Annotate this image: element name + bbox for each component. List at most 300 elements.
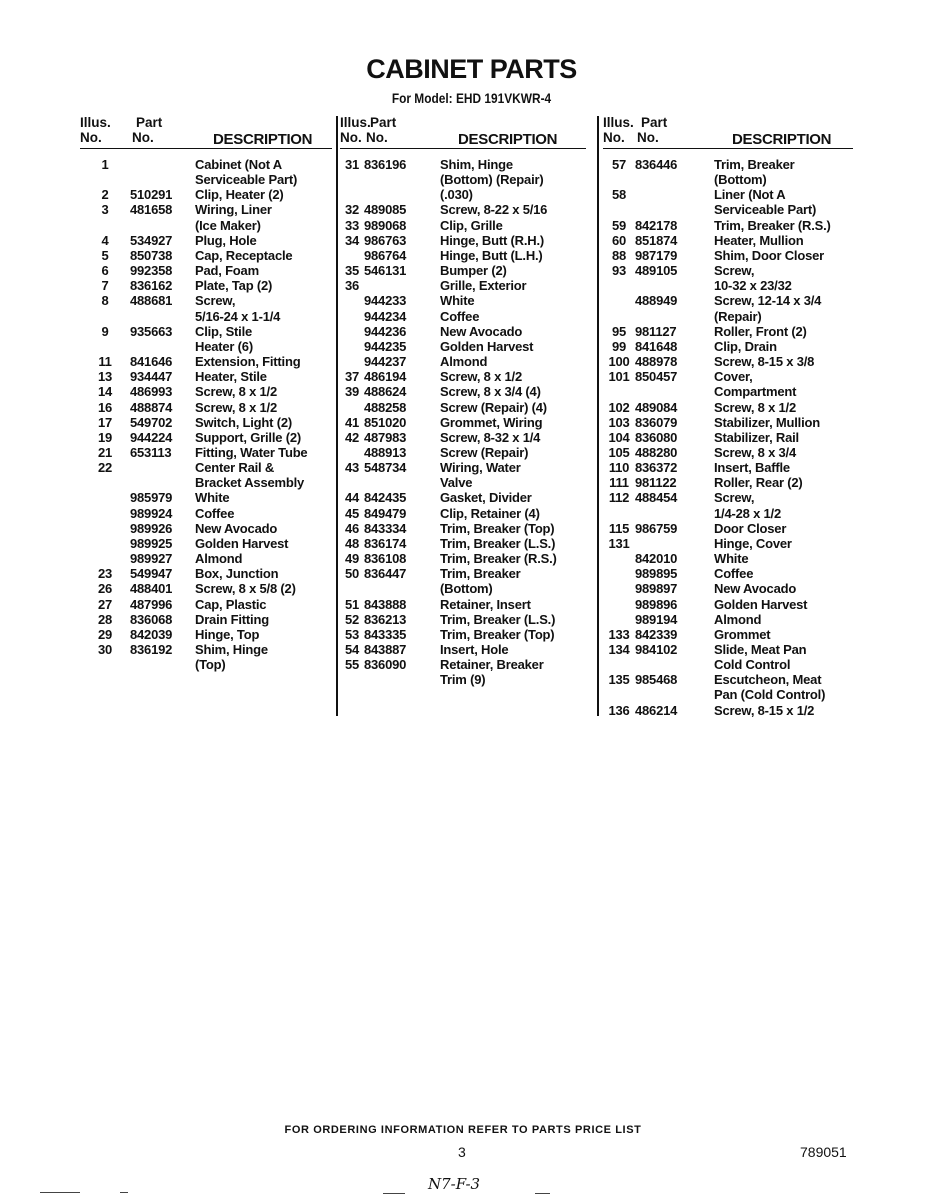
- part-number: 836090: [364, 657, 407, 673]
- table-row: [80, 354, 332, 369]
- illus-number: 105: [608, 444, 630, 460]
- part-number: 944235: [364, 338, 407, 354]
- part-number: 944224: [130, 429, 173, 445]
- part-number: [635, 187, 714, 217]
- description-line: Screw (Repair): [440, 444, 529, 460]
- table-row: [340, 490, 586, 505]
- description-line: (Bottom): [714, 172, 767, 188]
- description-line: Center Rail &: [195, 460, 275, 476]
- description-line: Switch, Light (2): [195, 414, 292, 430]
- table-row: [80, 400, 332, 415]
- illus-number: 22: [97, 460, 113, 476]
- column-header: [603, 112, 853, 149]
- part-description: [714, 400, 796, 415]
- table-row: [80, 248, 332, 263]
- part-description: [440, 218, 503, 233]
- part-description: [195, 187, 284, 202]
- part-description: [440, 657, 544, 687]
- part-number: 836068: [130, 611, 173, 627]
- part-description: [714, 597, 807, 612]
- table-row: [80, 157, 332, 187]
- table-row: [603, 233, 853, 248]
- part-description: [440, 627, 554, 642]
- table-row: [603, 597, 853, 612]
- description-line: Screw, 8-15 x 1/2: [714, 702, 815, 718]
- table-row: [603, 536, 853, 551]
- description-line: Hinge, Top: [195, 626, 260, 642]
- part-description: [195, 324, 253, 354]
- part-description: [195, 202, 272, 232]
- table-row: [603, 218, 853, 233]
- part-number: 986764: [364, 247, 407, 263]
- description-line: Screw, 8 x 1/2: [440, 369, 522, 385]
- description-line: Trim, Breaker: [440, 566, 521, 582]
- part-number: 548734: [364, 460, 407, 476]
- ordering-note: FOR ORDERING INFORMATION REFER TO PARTS PRICE LIST: [284, 1124, 642, 1136]
- part-header: Part: [641, 115, 668, 130]
- description-line: Extension, Fitting: [195, 354, 301, 370]
- part-description: [440, 566, 521, 596]
- description-line: Screw, 8 x 5/8 (2): [195, 581, 296, 597]
- description-line: (Ice Maker): [195, 217, 261, 233]
- table-row: [340, 506, 586, 521]
- description-line: Almond: [195, 551, 243, 567]
- part-description: [440, 202, 547, 217]
- part-number: 981127: [635, 323, 677, 339]
- part-number: 841646: [130, 354, 173, 370]
- table-row: [80, 430, 332, 445]
- part-description: [440, 278, 526, 293]
- table-row: [80, 597, 332, 612]
- illus-number: 50: [344, 566, 360, 582]
- description-line: White: [714, 551, 749, 567]
- table-row: [603, 248, 853, 263]
- part-number: 836192: [130, 642, 173, 657]
- description-line: Screw, 8 x 3/4 (4): [440, 384, 541, 400]
- part-header: Part: [370, 115, 397, 130]
- part-description: [195, 566, 278, 581]
- illus-number: [340, 339, 364, 354]
- column-header: [340, 112, 586, 149]
- part-number: 851020: [364, 414, 407, 430]
- description-line: Wiring, Water: [440, 460, 521, 476]
- part-number: 488454: [635, 490, 678, 506]
- part-number: 992358: [130, 263, 173, 279]
- illus-number: 101: [608, 369, 630, 385]
- table-row: [80, 521, 332, 536]
- table-row: [80, 187, 332, 202]
- table-row: [340, 400, 586, 415]
- description-line: Heater (6): [195, 338, 253, 354]
- part-number: 836079: [635, 414, 678, 430]
- part-number: 836213: [364, 611, 407, 627]
- parts-column-2: [340, 112, 586, 687]
- description-line: Grommet, Wiring: [440, 414, 543, 430]
- table-row: [80, 202, 332, 232]
- illus-number: [603, 551, 635, 566]
- illus-number: 134: [608, 642, 630, 657]
- table-row: [340, 324, 586, 339]
- table-row: [603, 627, 853, 642]
- part-description: [440, 612, 555, 627]
- description-line: Coffee: [195, 505, 235, 521]
- description-line: Screw, 8-32 x 1/4: [440, 429, 541, 445]
- part-number: 989897: [635, 581, 678, 597]
- part-description: [195, 430, 301, 445]
- part-description: [195, 506, 234, 521]
- part-description: [195, 581, 296, 596]
- description-line: 1/4-28 x 1/2: [714, 505, 781, 521]
- part-number: 488401: [130, 581, 173, 597]
- illus-number: 48: [344, 535, 360, 551]
- part-number: 486993: [130, 384, 173, 400]
- part-number: 486194: [364, 369, 407, 385]
- part-description: [195, 400, 277, 415]
- part-number: 851874: [635, 232, 678, 248]
- table-row: [80, 506, 332, 521]
- table-row: [340, 354, 586, 369]
- part-description: [440, 430, 540, 445]
- part-description: [714, 339, 777, 354]
- column-divider: [597, 116, 599, 716]
- table-row: [340, 566, 586, 596]
- illus-number: [603, 293, 635, 323]
- part-number: 489085: [364, 202, 407, 218]
- part-number: 481658: [130, 202, 173, 218]
- table-row: [80, 551, 332, 566]
- table-row: [340, 369, 586, 384]
- description-line: Roller, Front (2): [714, 323, 807, 339]
- illus-number: 58: [611, 187, 627, 203]
- description-line: Trim, Breaker (L.S.): [440, 535, 556, 551]
- illus-number: 35: [344, 263, 360, 279]
- illus-number: 44: [344, 490, 360, 506]
- part-number: 842435: [364, 490, 407, 506]
- part-number: 488949: [635, 293, 678, 309]
- illus-number: 6: [101, 263, 109, 279]
- description-line: Cabinet (Not A: [195, 157, 282, 172]
- part-description: [195, 536, 288, 551]
- description-line: New Avocado: [714, 581, 797, 597]
- illus-number: 93: [611, 263, 627, 279]
- table-row: [340, 233, 586, 248]
- description-line: Hinge, Butt (R.H.): [440, 232, 544, 248]
- illus-number: 21: [97, 444, 113, 460]
- description-line: Serviceable Part): [195, 172, 298, 188]
- description-line: Coffee: [714, 566, 754, 582]
- description-line: Screw,: [195, 293, 236, 309]
- part-description: [195, 415, 292, 430]
- description-line: Trim, Breaker: [714, 157, 795, 172]
- table-row: [340, 521, 586, 536]
- illus-number: 27: [97, 596, 113, 612]
- table-row: [340, 293, 586, 308]
- illus-number: 51: [344, 596, 360, 612]
- part-description: [714, 490, 781, 520]
- part-description: [440, 445, 528, 460]
- description-line: Clip, Heater (2): [195, 187, 284, 203]
- table-row: [340, 202, 586, 217]
- illus-number: [80, 490, 130, 505]
- part-description: [440, 324, 522, 339]
- description-line: Liner (Not A: [714, 187, 786, 203]
- part-number: 843334: [364, 520, 407, 536]
- table-row: [340, 339, 586, 354]
- table-row: [80, 293, 332, 323]
- description-line: Hinge, Cover: [714, 535, 792, 551]
- illus-number: 95: [611, 323, 627, 339]
- illus-number: 88: [611, 247, 627, 263]
- description-line: (Top): [195, 657, 226, 673]
- illus-number: 135: [608, 672, 630, 688]
- illus-number: [340, 445, 364, 460]
- part-number: 488258: [364, 399, 407, 415]
- description-line: Trim, Breaker (Top): [440, 520, 555, 536]
- part-description: [714, 627, 770, 642]
- description-line: Serviceable Part): [714, 202, 817, 218]
- scan-mark: [535, 1193, 550, 1194]
- part-number: 989896: [635, 596, 678, 612]
- table-row: [340, 536, 586, 551]
- part-description: [440, 415, 542, 430]
- illus-number: 52: [344, 611, 360, 627]
- illus-number: 112: [608, 490, 630, 506]
- table-row: [603, 703, 853, 718]
- part-description: [195, 369, 267, 384]
- illus-number: [80, 521, 130, 536]
- part-number: 836447: [364, 566, 407, 582]
- description-line: New Avocado: [195, 520, 278, 536]
- table-row: [80, 445, 332, 460]
- illus-number: 28: [97, 611, 113, 627]
- part-number: 944236: [364, 323, 407, 339]
- description-line: Screw, 12-14 x 3/4: [714, 293, 822, 309]
- part-number: [130, 157, 195, 187]
- part-description: [714, 233, 803, 248]
- part-number: 989926: [130, 520, 173, 536]
- part-number: 487996: [130, 596, 173, 612]
- part-number: 836372: [635, 460, 678, 476]
- description-line: Shim, Hinge: [195, 642, 268, 657]
- illus-number: 46: [344, 520, 360, 536]
- part-description: [714, 536, 792, 551]
- illus-number: 7: [101, 278, 109, 294]
- part-number: 842178: [635, 217, 678, 233]
- part-number: 850457: [635, 369, 678, 385]
- table-row: [340, 597, 586, 612]
- part-number: 488681: [130, 293, 173, 309]
- illus-number: 42: [344, 429, 360, 445]
- description-line: Screw, 8-15 x 3/8: [714, 354, 815, 370]
- part-number: 987179: [635, 247, 678, 263]
- parts-list: [80, 157, 332, 672]
- part-number: 989927: [130, 551, 173, 567]
- table-row: [603, 187, 853, 217]
- table-row: [80, 566, 332, 581]
- description-line: Retainer, Breaker: [440, 657, 544, 673]
- part-number: 989925: [130, 535, 173, 551]
- illus-number: [340, 309, 364, 324]
- part-number: 944237: [364, 354, 407, 370]
- illus-header: Illus.: [340, 115, 371, 130]
- table-row: [80, 384, 332, 399]
- part-description: [714, 475, 803, 490]
- description-line: Screw,: [714, 490, 755, 506]
- description-line: Trim, Breaker (R.S.): [440, 551, 557, 567]
- description-line: Golden Harvest: [714, 596, 808, 612]
- table-row: [340, 309, 586, 324]
- illus-number: 11: [98, 354, 112, 370]
- description-line: Screw, 8 x 3/4: [714, 444, 796, 460]
- part-description: [195, 612, 269, 627]
- table-row: [80, 536, 332, 551]
- description-line: Insert, Hole: [440, 642, 509, 657]
- part-number: 842010: [635, 551, 678, 567]
- illus-number: [80, 506, 130, 521]
- document-number: 789051: [800, 1144, 847, 1160]
- table-row: [80, 490, 332, 505]
- part-header: No.: [132, 130, 154, 145]
- description-line: Screw, 8-22 x 5/16: [440, 202, 548, 218]
- table-row: [603, 339, 853, 354]
- illus-number: 45: [344, 505, 360, 521]
- description-line: Plug, Hole: [195, 232, 257, 248]
- illus-number: 103: [608, 414, 630, 430]
- part-description: [714, 157, 795, 187]
- page-number: 3: [458, 1144, 466, 1160]
- description-line: Hinge, Butt (L.H.): [440, 247, 543, 263]
- part-number: 985979: [130, 490, 173, 506]
- table-row: [603, 612, 853, 627]
- part-number: 488280: [635, 444, 678, 460]
- description-line: Screw,: [714, 263, 755, 279]
- part-number: 836162: [130, 278, 173, 294]
- part-number: 836108: [364, 551, 407, 567]
- illus-number: 9: [101, 323, 109, 339]
- part-description: [714, 460, 790, 475]
- description-line: Cap, Receptacle: [195, 247, 293, 263]
- description-line: Grommet: [714, 626, 771, 642]
- illus-number: 104: [608, 429, 630, 445]
- illus-number: 57: [611, 157, 627, 172]
- part-number: 836446: [635, 157, 678, 172]
- table-row: [80, 324, 332, 354]
- illus-number: [603, 566, 635, 581]
- table-row: [340, 445, 586, 460]
- table-row: [603, 430, 853, 445]
- part-description: [195, 278, 272, 293]
- parts-column-1: [80, 112, 332, 672]
- part-description: [195, 521, 277, 536]
- description-line: 10-32 x 23/32: [714, 278, 792, 294]
- table-row: [340, 263, 586, 278]
- part-number: 850738: [130, 247, 173, 263]
- description-header: DESCRIPTION: [458, 131, 558, 148]
- illus-header: No.: [340, 130, 362, 145]
- table-row: [603, 672, 853, 702]
- description-line: Trim (9): [440, 672, 486, 688]
- description-line: (Repair): [714, 308, 762, 324]
- illus-number: [603, 612, 635, 627]
- illus-number: 19: [97, 429, 113, 445]
- part-number: 653113: [130, 444, 172, 460]
- part-number: [635, 536, 714, 551]
- handwritten-note: N7-F-3: [428, 1175, 481, 1193]
- part-number: 841648: [635, 338, 678, 354]
- table-row: [603, 324, 853, 339]
- illus-number: 32: [344, 202, 360, 218]
- description-line: Door Closer: [714, 520, 787, 536]
- table-row: [603, 263, 853, 293]
- part-number: 549702: [130, 414, 173, 430]
- table-row: [603, 521, 853, 536]
- scan-mark: [383, 1193, 405, 1194]
- description-line: Clip, Retainer (4): [440, 505, 540, 521]
- description-line: Insert, Baffle: [714, 460, 790, 476]
- illus-number: 13: [97, 369, 113, 385]
- description-line: Compartment: [714, 384, 797, 400]
- table-row: [80, 263, 332, 278]
- part-description: [195, 627, 259, 642]
- description-line: Plate, Tap (2): [195, 278, 273, 294]
- parts-list: [340, 157, 586, 687]
- model-subtitle: For Model: EHD 191VKWR-4: [391, 90, 552, 106]
- table-row: [603, 369, 853, 399]
- description-line: Coffee: [440, 308, 480, 324]
- description-line: Wiring, Liner: [195, 202, 272, 218]
- table-row: [603, 354, 853, 369]
- description-line: Escutcheon, Meat: [714, 672, 822, 688]
- description-line: Bumper (2): [440, 263, 507, 279]
- part-description: [714, 703, 814, 718]
- illus-number: 41: [344, 414, 360, 430]
- table-row: [603, 581, 853, 596]
- illus-number: 102: [608, 399, 630, 415]
- part-number: 989194: [635, 611, 678, 627]
- part-description: [714, 263, 792, 293]
- description-line: White: [195, 490, 230, 506]
- part-description: [714, 612, 761, 627]
- description-line: Heater, Mullion: [714, 232, 804, 248]
- description-line: Clip, Grille: [440, 217, 503, 233]
- part-number: 981122: [635, 475, 677, 491]
- part-description: [195, 384, 277, 399]
- part-number: 488978: [635, 354, 678, 370]
- part-number: 843335: [364, 626, 407, 642]
- illus-number: 31: [344, 157, 360, 172]
- illus-number: [340, 324, 364, 339]
- table-row: [80, 233, 332, 248]
- part-number: 489105: [635, 263, 678, 279]
- description-line: Golden Harvest: [195, 535, 289, 551]
- table-row: [340, 460, 586, 490]
- table-row: [340, 642, 586, 657]
- part-number: 989924: [130, 505, 173, 521]
- part-description: [440, 490, 532, 505]
- illus-number: 133: [608, 626, 630, 642]
- part-description: [195, 490, 229, 505]
- description-line: Clip, Drain: [714, 338, 777, 354]
- description-line: Trim, Breaker (L.S.): [440, 611, 556, 627]
- description-line: Clip, Stile: [195, 323, 253, 339]
- part-number: 986759: [635, 520, 678, 536]
- part-description: [440, 384, 541, 399]
- table-row: [80, 612, 332, 627]
- part-number: 486214: [635, 702, 678, 718]
- part-description: [714, 430, 799, 445]
- illus-number: 30: [97, 642, 113, 657]
- illus-number: [340, 400, 364, 415]
